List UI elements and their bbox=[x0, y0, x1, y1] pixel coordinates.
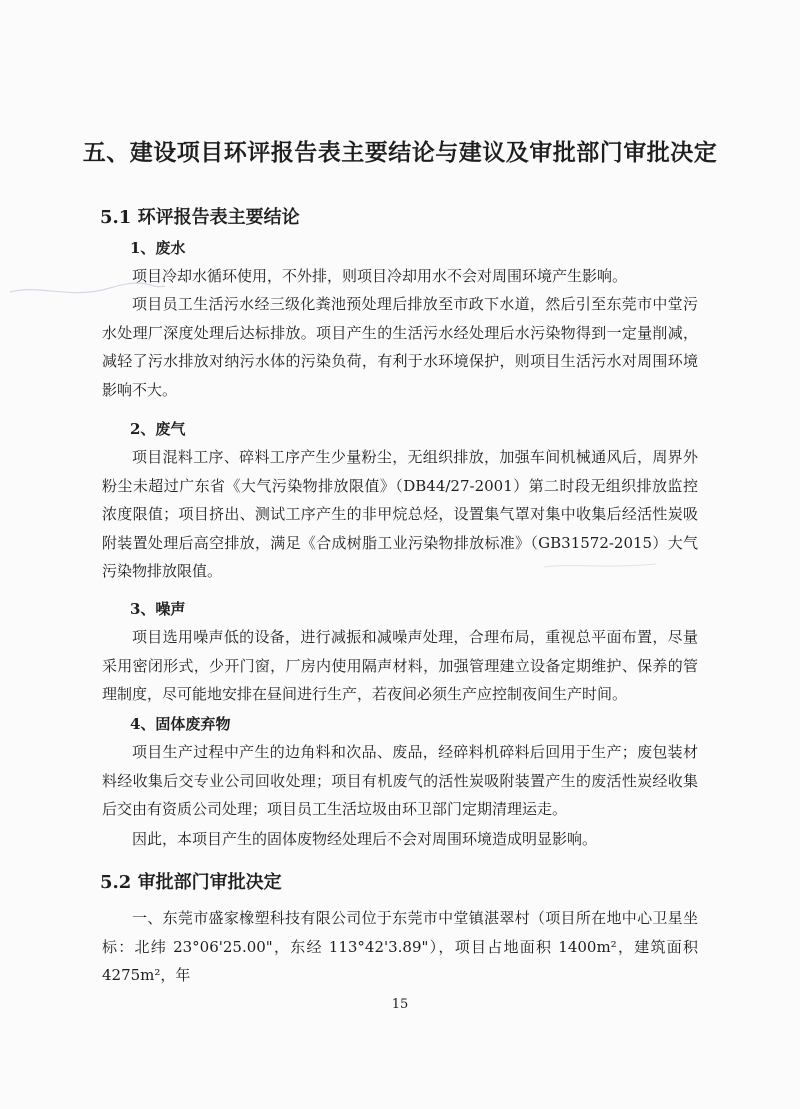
paragraph-solid-waste-1: 项目生产过程中产生的边角料和次品、废品，经碎料机碎料后回用于生产；废包装材料经收集后交专业公司回收处理；项目有机废气的活性炭吸附装置产生的废活性炭经收集后交由有资质公司处理；项目员工生活垃圾由环卫部门定期清理运走。 bbox=[102, 743, 698, 818]
paragraph-approval-1: 一、东莞市盛家橡塑科技有限公司位于东莞市中堂镇湛翠村（项目所在地中心卫星坐标：北纬 23°06'25.00"，东经 113°42'3.89"），项目占地面积 1400m²，建筑面积 4275m²，年 bbox=[102, 909, 698, 984]
section-heading-5-1: 5.1 环评报告表主要结论 bbox=[100, 207, 300, 228]
paragraph-noise-1: 项目选用噪声低的设备，进行减振和减噪声处理，合理布局，重视总平面布置，尽量采用密闭形式，少开门窗，厂房内使用隔声材料，加强管理建立设备定期维护、保养的管理制度，尽可能地安排在昼间进行生产，若夜间必须生产应控制夜间生产时间。 bbox=[102, 628, 698, 703]
subheading-solid-waste: 4、固体废弃物 bbox=[130, 715, 231, 733]
subheading-water: 1、废水 bbox=[130, 239, 186, 257]
paragraph-gas-1: 项目混料工序、碎料工序产生少量粉尘，无组织排放，加强车间机械通风后，周界外粉尘未超过广东省《大气污染物排放限值》（DB44/27-2001）第二时段无组织排放监控浓度限值；项目挤出、测试工序产生的非甲烷总烃，设置集气罩对集中收集后经活性炭吸附装置处理后高空排放，满足《合成树脂工业污染物排放标准》（GB31572-2015）大气污染物排放限值。 bbox=[102, 448, 698, 580]
subheading-gas: 2、废气 bbox=[130, 420, 186, 438]
section-heading-5-2: 5.2 审批部门审批决定 bbox=[100, 872, 282, 893]
page-title: 五、建设项目环评报告表主要结论与建议及审批部门审批决定 bbox=[82, 139, 718, 166]
page-number: 15 bbox=[391, 997, 409, 1012]
paragraph-water-2: 项目员工生活污水经三级化粪池预处理后排放至市政下水道，然后引至东莞市中堂污水处理厂深度处理后达标排放。项目产生的生活污水经处理后水污染物得到一定量削减，减轻了污水排放对纳污水体的污染负荷，有利于水环境保护，则项目生活污水对周围环境影响不大。 bbox=[102, 295, 698, 399]
paragraph-water-1: 项目冷却水循环使用，不外排，则项目冷却用水不会对周围环境产生影响。 bbox=[132, 267, 628, 285]
paragraph-solid-waste-2: 因此，本项目产生的固体废物经处理后不会对周围环境造成明显影响。 bbox=[132, 830, 598, 848]
subheading-noise: 3、噪声 bbox=[130, 600, 186, 618]
